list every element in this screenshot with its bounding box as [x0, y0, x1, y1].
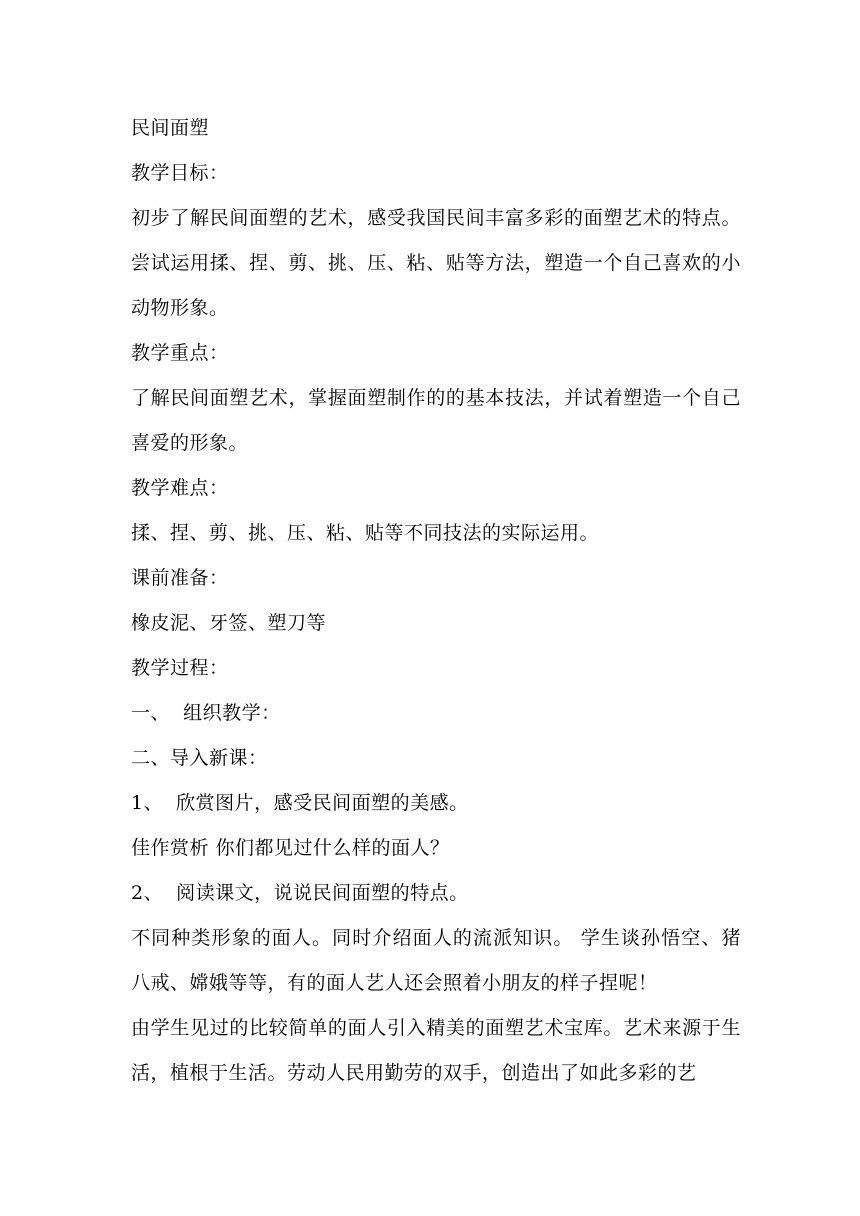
document-body: [131, 106, 741, 1096]
document-title: 民间面塑: [131, 117, 210, 139]
section-heading-key-points: 教学重点：: [131, 342, 229, 364]
section-heading-objectives: 教学目标：: [131, 162, 229, 184]
process-paragraph: 由学生见过的比较简单的面人引入精美的面塑艺术宝库。艺术来源于生活，植根于生活。劳动人民用勤劳的双手，创造出了如此多彩的艺: [131, 1017, 741, 1084]
process-item: 二、导入新课：: [131, 747, 268, 769]
section-heading-difficulties: 教学难点：: [131, 477, 229, 499]
process-item: 2、 阅读课文，说说民间面塑的特点。: [131, 882, 469, 904]
section-body-key-points: 了解民间面塑艺术，掌握面塑制作的的基本技法，并试着塑造一个自己喜爱的形象。: [131, 387, 741, 454]
process-item: 佳作赏析 你们都见过什么样的面人？: [131, 837, 450, 859]
section-body-preparation: 橡皮泥、牙签、塑刀等: [131, 612, 327, 634]
section-body-objectives: 初步了解民间面塑的艺术，感受我国民间丰富多彩的面塑艺术的特点。尝试运用揉、捏、剪、挑、压、粘、贴等方法，塑造一个自己喜欢的小动物形象。: [131, 207, 741, 319]
process-item: 一、 组织教学：: [131, 702, 281, 724]
process-item: 1、 欣赏图片，感受民间面塑的美感。: [131, 792, 469, 814]
section-heading-process: 教学过程：: [131, 657, 229, 679]
section-heading-preparation: 课前准备：: [131, 567, 229, 589]
section-body-difficulties: 揉、捏、剪、挑、压、粘、贴等不同技法的实际运用。: [131, 522, 600, 544]
process-paragraph: 不同种类形象的面人。同时介绍面人的流派知识。 学生谈孙悟空、猪八戒、嫦娥等等，有的面人艺人还会照着小朋友的样子捏呢！: [131, 927, 741, 994]
